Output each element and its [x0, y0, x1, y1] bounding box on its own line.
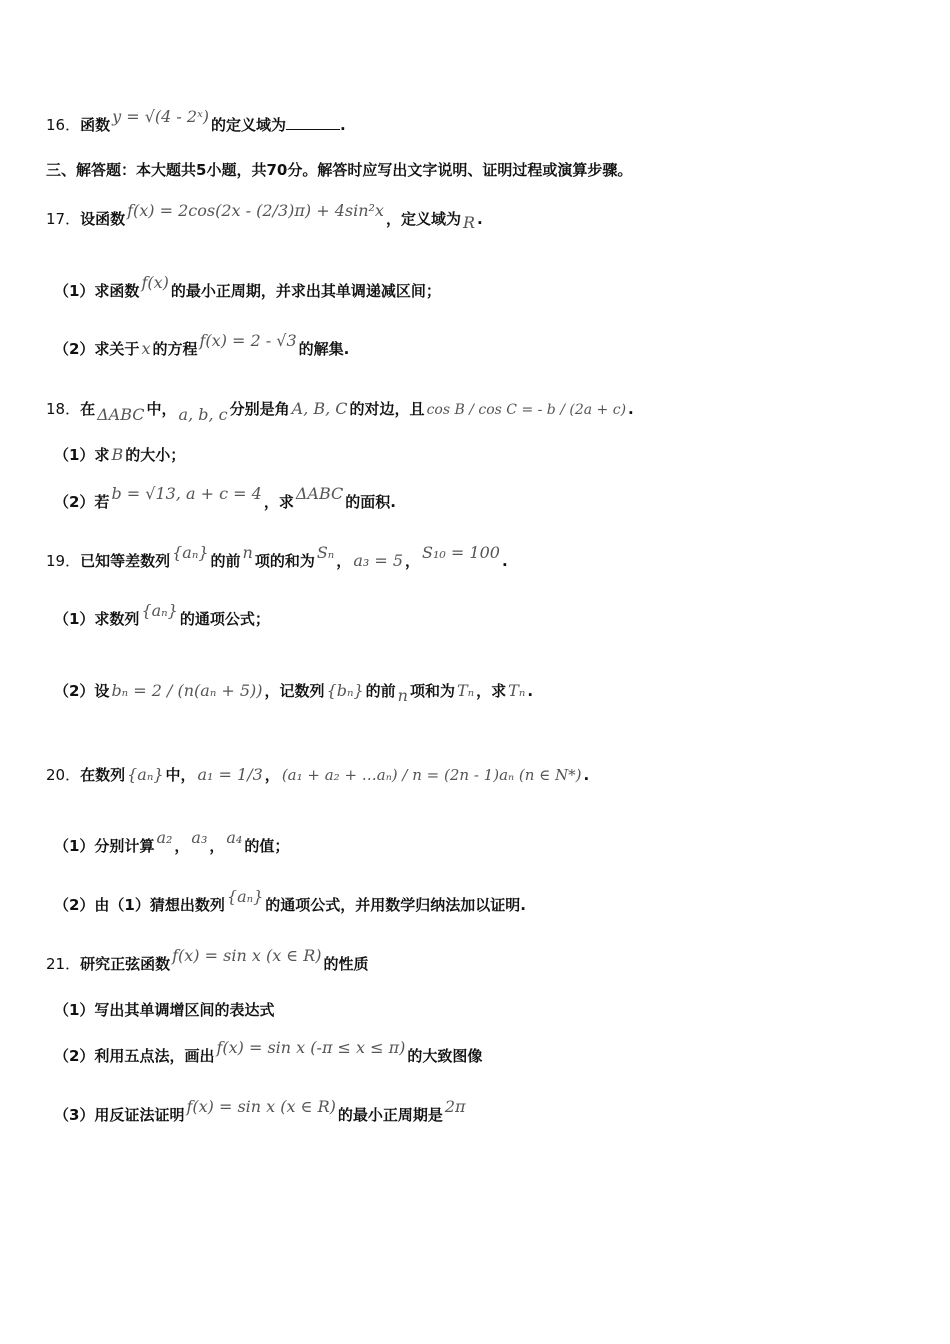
- part-label: （1）分别计算: [54, 837, 155, 855]
- question-21-part-1: （1）写出其单调增区间的表达式: [54, 1001, 275, 1019]
- text: 在: [80, 400, 96, 418]
- part-label: （1）求函数: [54, 282, 140, 300]
- text: 在数列: [80, 766, 126, 784]
- math-expression: f(x): [141, 273, 169, 292]
- question-number: 17．: [46, 210, 81, 228]
- math-expression: a, b, c: [178, 405, 228, 424]
- text: ，求: [263, 493, 294, 511]
- text: 的前: [210, 552, 241, 570]
- text: 函数: [80, 116, 111, 134]
- math-expression: a₂: [156, 828, 173, 847]
- part-label: （2）若: [54, 493, 110, 511]
- math-expression: S₁₀ = 100: [422, 543, 500, 562]
- text: 项和为: [409, 682, 455, 700]
- math-expression: f(x) = 2cos(2x - (2/3)π) + 4sin²x: [127, 201, 384, 220]
- part-label: （3）用反证法证明: [54, 1106, 185, 1124]
- question-17: [46, 201, 483, 232]
- text: 的定义域为: [211, 116, 287, 134]
- text: ，: [209, 837, 225, 855]
- question-20-part-2: [54, 887, 526, 916]
- text: 的大致图像: [407, 1047, 483, 1065]
- math-expression: {aₙ}: [141, 601, 178, 620]
- text: 的方程: [152, 340, 198, 358]
- math-expression: R: [462, 213, 476, 232]
- text: 的前: [365, 682, 396, 700]
- text: ，: [405, 552, 421, 570]
- part-label: （2）由（1）猜想出数列: [54, 896, 225, 914]
- text: .: [628, 400, 634, 418]
- section-heading: 三、解答题：本大题共5小题，共70分。解答时应写出文字说明、证明过程或演算步骤。: [46, 161, 633, 179]
- math-expression: cos B / cos C = - b / (2a + c): [426, 402, 627, 418]
- math-expression: a₃ = 5: [353, 551, 404, 570]
- text: 的性质: [323, 955, 369, 973]
- text: 项的和为: [254, 552, 315, 570]
- math-expression: f(x) = sin x (x ∈ R): [186, 1097, 336, 1116]
- text: .: [583, 766, 590, 784]
- question-17-part-2: [54, 331, 350, 360]
- question-18: [46, 398, 634, 424]
- math-expression: A, B, C: [291, 399, 348, 418]
- text: ，: [174, 837, 190, 855]
- part-label: （1）求: [54, 446, 110, 464]
- math-expression: f(x) = sin x (x ∈ R): [172, 946, 322, 965]
- math-expression: a₃: [191, 828, 208, 847]
- part-label: （2）利用五点法，画出: [54, 1047, 215, 1065]
- question-20-part-1: [54, 828, 290, 857]
- math-expression: Tₙ: [457, 681, 475, 700]
- math-expression: ΔABC: [97, 405, 145, 424]
- math-expression: {aₙ}: [127, 765, 164, 784]
- text: 中，: [146, 400, 177, 418]
- text: .: [501, 552, 508, 570]
- math-expression: y = √(4 - 2ˣ): [112, 107, 210, 126]
- math-expression: n: [397, 686, 408, 705]
- question-16: [46, 107, 346, 136]
- part-label: （2）设: [54, 682, 110, 700]
- text: 的面积.: [345, 493, 396, 511]
- math-expression: 2π: [444, 1097, 466, 1116]
- part-label: （1）求数列: [54, 610, 140, 628]
- text: 的值；: [244, 837, 290, 855]
- text: .: [477, 210, 483, 228]
- math-expression: bₙ = 2 / (n(aₙ + 5)): [111, 681, 263, 700]
- question-number: 20．: [46, 766, 81, 784]
- text: 中，: [165, 766, 196, 784]
- text: 分别是角: [229, 400, 290, 418]
- math-expression: x: [141, 339, 151, 358]
- question-19-part-2: [54, 680, 534, 705]
- text: 的大小；: [125, 446, 186, 464]
- math-expression: B: [111, 445, 124, 464]
- answer-blank[interactable]: [286, 115, 340, 130]
- math-expression: ΔABC: [295, 484, 344, 503]
- text: ，: [264, 766, 280, 784]
- text: .: [527, 682, 534, 700]
- math-expression: {aₙ}: [226, 887, 264, 906]
- question-21-part-3: [54, 1097, 468, 1126]
- question-18-part-2: [54, 484, 396, 513]
- question-number: 16．: [46, 116, 81, 134]
- math-expression: b = √13, a + c = 4: [111, 484, 262, 503]
- math-expression: {aₙ}: [172, 543, 209, 562]
- text: 的解集.: [298, 340, 350, 358]
- question-19: [46, 543, 508, 572]
- math-expression: a₄: [226, 828, 243, 847]
- text: ，: [336, 552, 352, 570]
- text: ，求: [476, 682, 507, 700]
- text: 的通项公式，并用数学归纳法加以证明.: [265, 896, 526, 914]
- math-expression: (a₁ + a₂ + …aₙ) / n = (2n - 1)aₙ (n ∈ N*): [281, 766, 582, 784]
- question-17-part-1: [54, 273, 441, 302]
- text: ，记数列: [264, 682, 325, 700]
- math-expression: f(x) = 2 - √3: [199, 331, 297, 350]
- text: .: [340, 116, 346, 134]
- text: ，定义域为: [385, 210, 461, 228]
- question-21: [46, 946, 369, 975]
- text: 的最小正周期，并求出其单调递减区间；: [170, 282, 441, 300]
- question-20: [46, 764, 589, 786]
- text: 的对边，且: [349, 400, 425, 418]
- text: 设函数: [80, 210, 126, 228]
- math-expression: Sₙ: [316, 543, 335, 562]
- part-label: （2）求关于: [54, 340, 140, 358]
- question-number: 19．: [46, 552, 81, 570]
- question-21-part-2: [54, 1038, 483, 1067]
- math-expression: Tₙ: [508, 681, 526, 700]
- math-expression: a₁ = 1/3: [197, 765, 263, 784]
- math-expression: f(x) = sin x (-π ≤ x ≤ π): [216, 1038, 406, 1057]
- math-expression: {bₙ}: [326, 681, 364, 700]
- math-expression: n: [242, 543, 253, 562]
- text: 的通项公式；: [179, 610, 270, 628]
- question-number: 18．: [46, 400, 81, 418]
- question-19-part-1: [54, 601, 270, 630]
- text: 已知等差数列: [80, 552, 171, 570]
- question-number: 21．: [46, 955, 81, 973]
- text: 的最小正周期是: [337, 1106, 443, 1124]
- question-18-part-1: [54, 444, 185, 466]
- text: 研究正弦函数: [80, 955, 171, 973]
